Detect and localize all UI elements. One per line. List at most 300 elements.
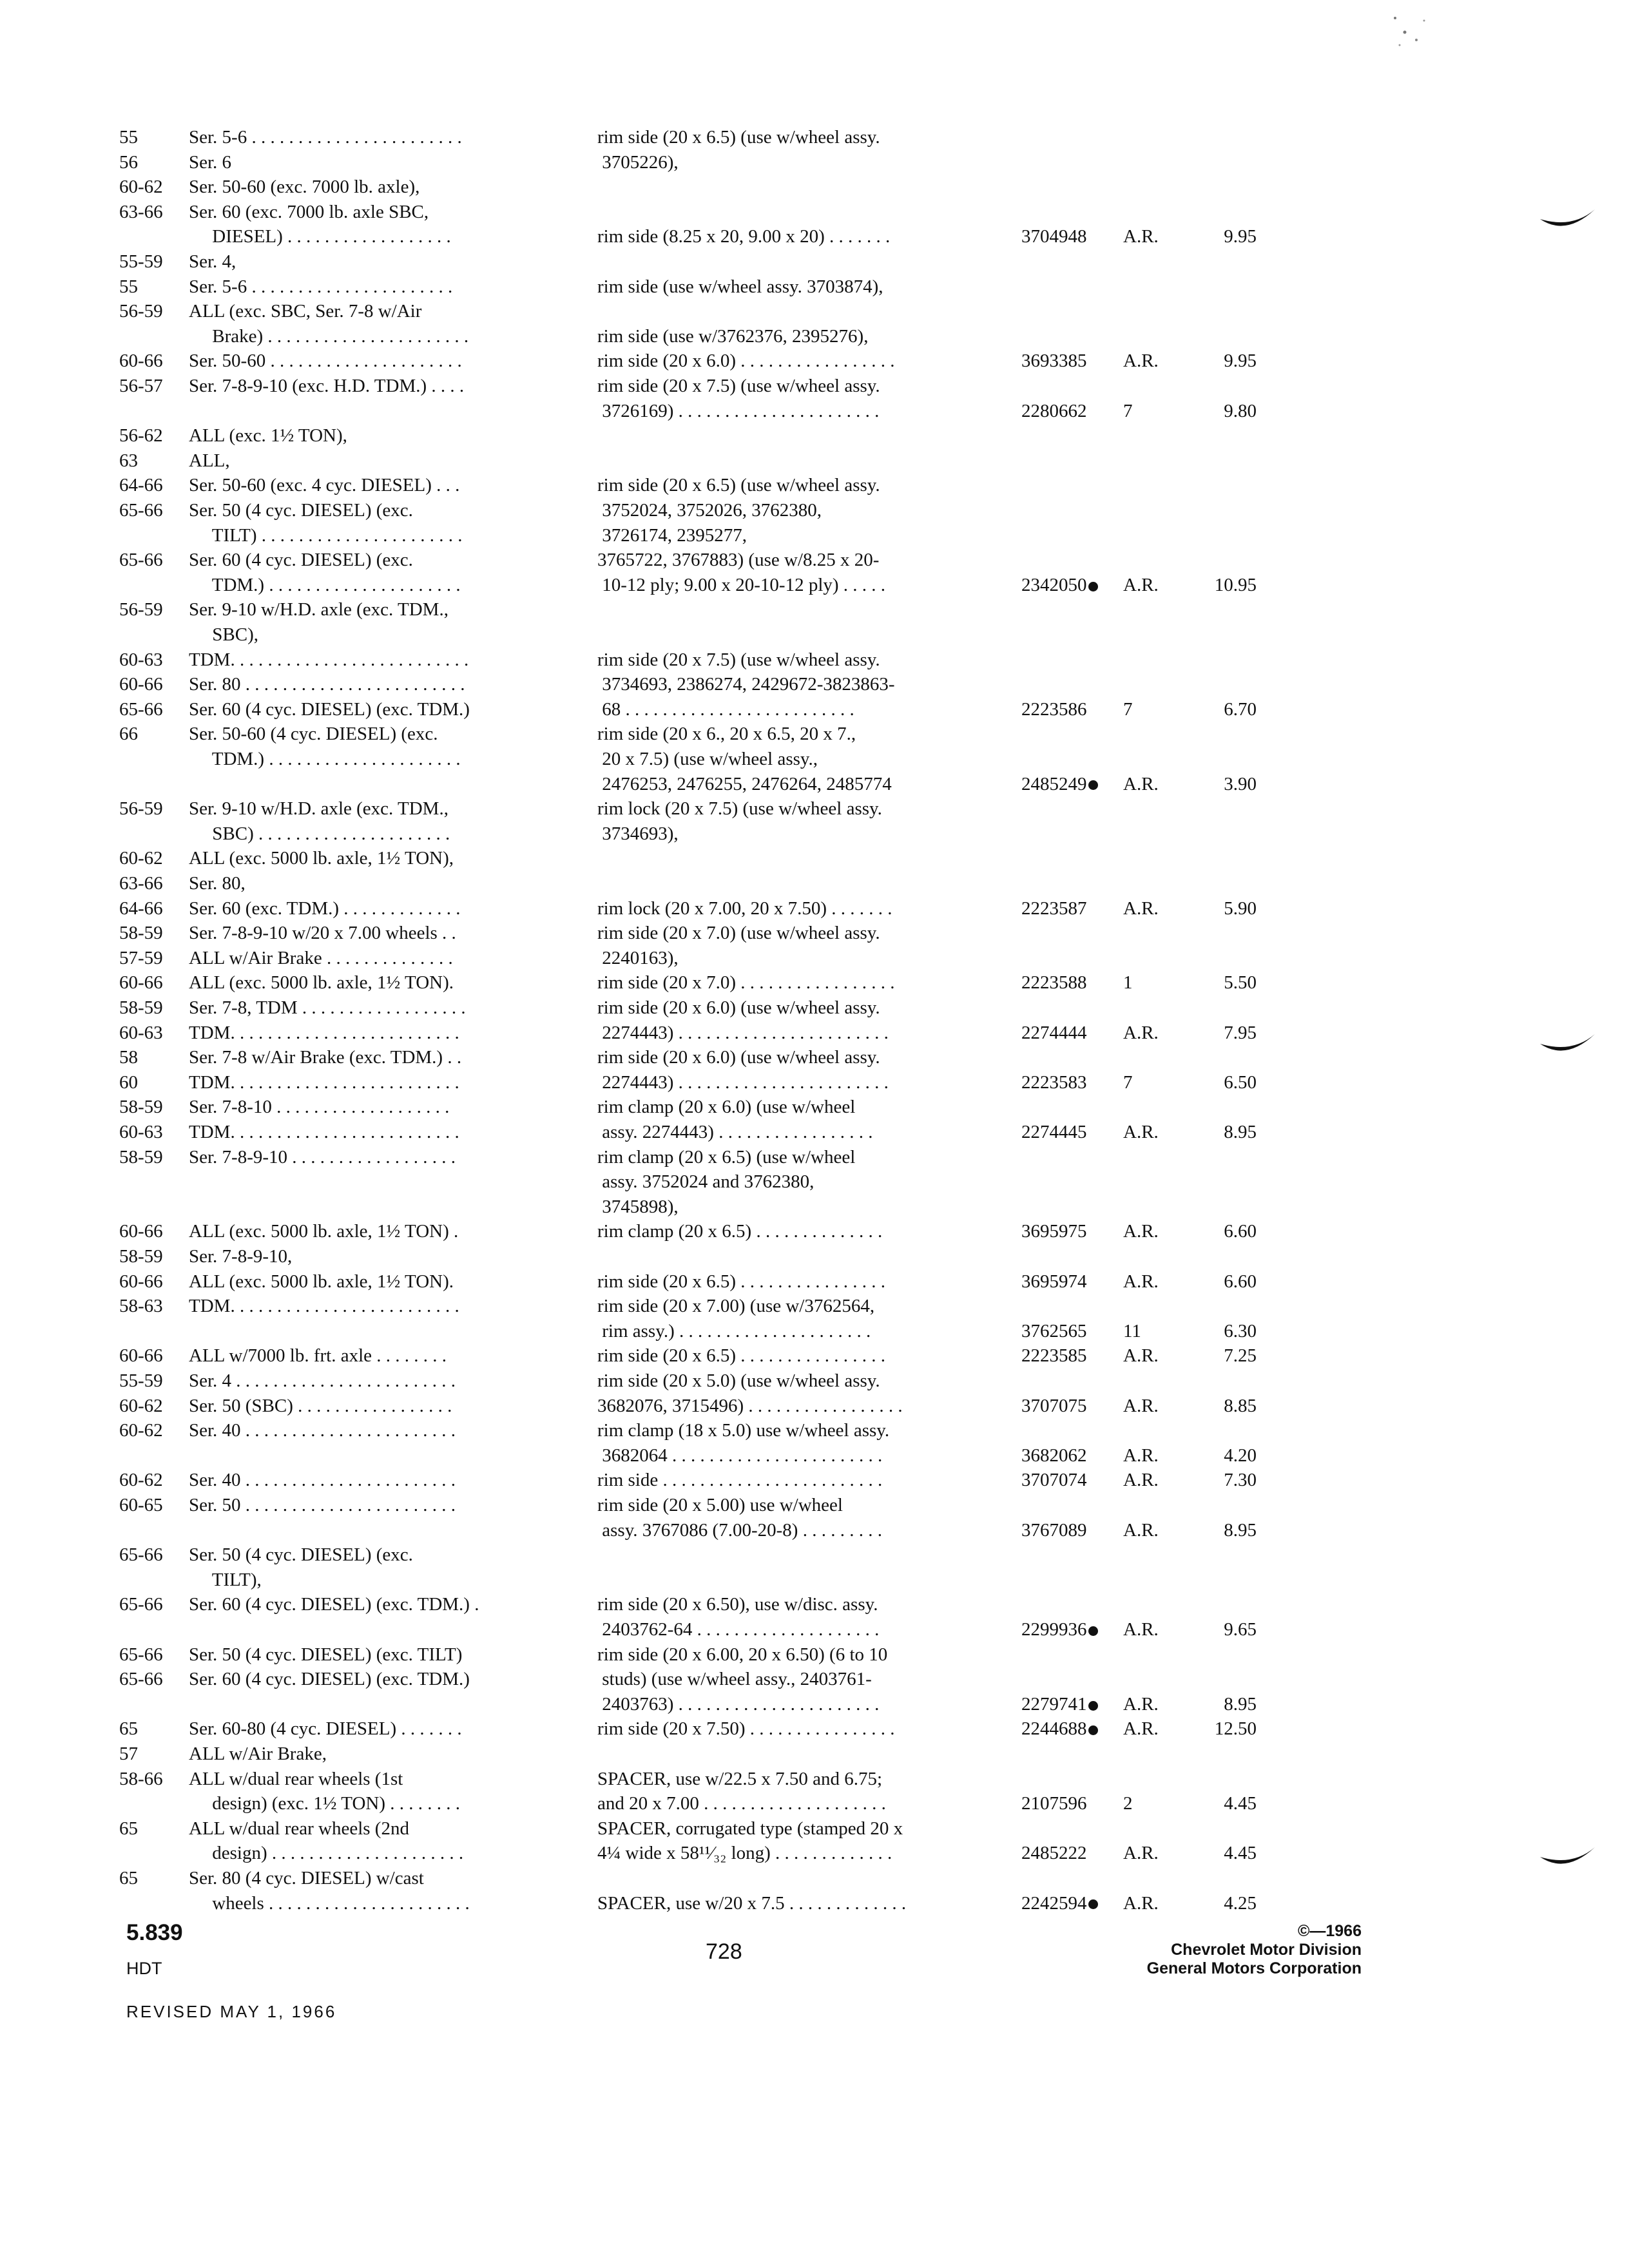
quantity: 11 bbox=[1123, 1320, 1141, 1341]
new-part-bullet-icon bbox=[1088, 582, 1098, 591]
price: 4.45 bbox=[1224, 1843, 1257, 1864]
model-year: 60-66 bbox=[119, 351, 163, 372]
catalog-line bbox=[0, 398, 1629, 424]
description: 2403763) . . . . . . . . . . . . . . . . . . . . . . bbox=[597, 1693, 880, 1715]
description: rim side (20 x 6.0) . . . . . . . . . . . . . . . . . bbox=[597, 351, 895, 372]
description: rim side (20 x 6.0) (use w/wheel assy. bbox=[597, 1047, 880, 1068]
quantity: A.R. bbox=[1123, 226, 1159, 247]
application: Ser. 50 (4 cyc. DIESEL) (exc. bbox=[189, 500, 413, 521]
model-year: 65-66 bbox=[119, 1669, 163, 1690]
application: Ser. 50 (4 cyc. DIESEL) (exc. TILT) bbox=[189, 1644, 463, 1665]
price: 4.20 bbox=[1224, 1445, 1257, 1466]
model-year: 60-66 bbox=[119, 1221, 163, 1242]
description: rim side (20 x 6.00, 20 x 6.50) (6 to 10 bbox=[597, 1644, 888, 1665]
description: rim side (8.25 x 20, 9.00 x 20) . . . . . . . bbox=[597, 226, 891, 247]
copyright-year: ©—1966 bbox=[1297, 1922, 1362, 1940]
price: 7.25 bbox=[1224, 1345, 1257, 1367]
application: Ser. 7-8-9-10 . . . . . . . . . . . . . . . . . . bbox=[189, 1146, 456, 1168]
application: Ser. 50 . . . . . . . . . . . . . . . . . . . . . . . bbox=[189, 1495, 456, 1515]
application: Ser. 50 (SBC) . . . . . . . . . . . . . . . . . bbox=[189, 1395, 452, 1416]
part-number: 3707075 bbox=[1021, 1395, 1087, 1416]
new-part-bullet-icon bbox=[1088, 1899, 1098, 1909]
description: 3726174, 2395277, bbox=[597, 524, 747, 546]
part-number: 2244688 bbox=[1021, 1716, 1098, 1742]
catalog-line bbox=[0, 1244, 1629, 1269]
application: Ser. 7-8-10 . . . . . . . . . . . . . . . . . . . bbox=[189, 1097, 450, 1118]
catalog-line bbox=[0, 497, 1629, 523]
catalog-line bbox=[0, 1890, 1629, 1916]
catalog-line bbox=[0, 1044, 1629, 1070]
model-year: 55-59 bbox=[119, 1370, 163, 1391]
price: 8.95 bbox=[1224, 1122, 1257, 1142]
application: ALL w/dual rear wheels (2nd bbox=[189, 1818, 409, 1839]
application: Ser. 7-8 w/Air Brake (exc. TDM.) . . bbox=[189, 1047, 462, 1068]
application: TDM. . . . . . . . . . . . . . . . . . . . . . . . . bbox=[189, 1296, 459, 1317]
price: 8.95 bbox=[1224, 1693, 1257, 1715]
part-number: 2274445 bbox=[1021, 1122, 1087, 1142]
quantity: A.R. bbox=[1123, 1470, 1159, 1491]
description: 3705226), bbox=[597, 151, 679, 173]
catalog-line bbox=[0, 423, 1629, 448]
part-number: 2280662 bbox=[1021, 400, 1087, 421]
catalog-line bbox=[0, 1094, 1629, 1120]
publisher-corporation: General Motors Corporation bbox=[1146, 1959, 1362, 1977]
model-year: 65-66 bbox=[119, 698, 163, 720]
description: 2274443) . . . . . . . . . . . . . . . . . . . . . . . bbox=[597, 1072, 889, 1093]
price: 6.60 bbox=[1224, 1221, 1257, 1242]
quantity: A.R. bbox=[1123, 574, 1159, 595]
model-year: 55 bbox=[119, 127, 138, 148]
description: rim side (20 x 6.5) . . . . . . . . . . . . . . . . bbox=[597, 1271, 886, 1292]
description: rim side (20 x 6.50), use w/disc. assy. bbox=[597, 1594, 878, 1615]
application: Ser. 50-60 (exc. 4 cyc. DIESEL) . . . bbox=[189, 475, 460, 496]
quantity: A.R. bbox=[1123, 1718, 1159, 1740]
model-year: 58-59 bbox=[119, 1097, 163, 1118]
application: ALL w/Air Brake, bbox=[189, 1744, 327, 1764]
quantity: A.R. bbox=[1123, 1271, 1159, 1292]
price: 8.95 bbox=[1224, 1519, 1257, 1541]
model-year: 60-62 bbox=[119, 1420, 163, 1441]
model-year: 56-59 bbox=[119, 599, 163, 620]
new-part-bullet-icon bbox=[1088, 1725, 1098, 1735]
application: Ser. 50-60 (exc. 7000 lb. axle), bbox=[189, 177, 420, 198]
catalog-line bbox=[0, 845, 1629, 871]
description: rim side (20 x 7.50) . . . . . . . . . . . . . . . . bbox=[597, 1718, 895, 1740]
revision-date: REVISED MAY 1, 1966 bbox=[126, 2002, 337, 2021]
description: 3682076, 3715496) . . . . . . . . . . . . . . . . . bbox=[597, 1395, 903, 1416]
catalog-line bbox=[0, 1865, 1629, 1891]
model-year: 65-66 bbox=[119, 1544, 163, 1566]
quantity: A.R. bbox=[1123, 1892, 1159, 1914]
catalog-line bbox=[0, 1741, 1629, 1767]
model-year: 55 bbox=[119, 276, 138, 297]
description: rim side (20 x 7.5) (use w/wheel assy. bbox=[597, 376, 880, 396]
model-year: 56 bbox=[119, 151, 138, 173]
catalog-line bbox=[0, 298, 1629, 324]
model-year: 65 bbox=[119, 1868, 138, 1888]
model-year: 56-59 bbox=[119, 301, 163, 322]
application: ALL w/Air Brake . . . . . . . . . . . . . . bbox=[189, 947, 453, 968]
model-year: 60-66 bbox=[119, 1271, 163, 1292]
part-number: 2223588 bbox=[1021, 972, 1087, 994]
quantity: A.R. bbox=[1123, 1345, 1159, 1367]
catalog-line bbox=[0, 1791, 1629, 1816]
catalog-line bbox=[0, 1119, 1629, 1145]
catalog-line bbox=[0, 1020, 1629, 1046]
description: 3752024, 3752026, 3762380, bbox=[597, 500, 822, 521]
catalog-line bbox=[0, 1492, 1629, 1518]
application: ALL (exc. 1½ TON), bbox=[189, 425, 347, 447]
model-year: 60-63 bbox=[119, 1022, 163, 1043]
publisher-division: Chevrolet Motor Division bbox=[1171, 1941, 1362, 1959]
catalog-line bbox=[0, 771, 1629, 797]
catalog-line bbox=[0, 1517, 1629, 1543]
price: 10.95 bbox=[1214, 574, 1257, 595]
quantity: A.R. bbox=[1123, 1619, 1159, 1640]
description: 3734693), bbox=[597, 823, 679, 844]
description: rim side (20 x 5.00) use w/wheel bbox=[597, 1495, 843, 1515]
application: Ser. 4 . . . . . . . . . . . . . . . . . . . . . . . . bbox=[189, 1370, 456, 1391]
application: TDM. . . . . . . . . . . . . . . . . . . . . . . . . bbox=[189, 1122, 459, 1142]
catalog-line bbox=[0, 1293, 1629, 1319]
description: rim assy.) . . . . . . . . . . . . . . . . . . . . . bbox=[597, 1320, 871, 1341]
application: Brake) . . . . . . . . . . . . . . . . . . . . . . bbox=[189, 325, 469, 347]
application: Ser. 9-10 w/H.D. axle (exc. TDM., bbox=[189, 599, 448, 620]
price: 7.95 bbox=[1224, 1022, 1257, 1043]
catalog-line bbox=[0, 896, 1629, 921]
part-number: 2223586 bbox=[1021, 698, 1087, 720]
catalog-line bbox=[0, 323, 1629, 349]
application: Ser. 5-6 . . . . . . . . . . . . . . . . . . . . . . bbox=[189, 276, 453, 297]
application: design) . . . . . . . . . . . . . . . . . . . . . bbox=[189, 1843, 464, 1864]
part-number: 2279741 bbox=[1021, 1691, 1098, 1717]
application: Ser. 6 bbox=[189, 151, 232, 173]
application: TDM. . . . . . . . . . . . . . . . . . . . . . . . . bbox=[189, 1072, 459, 1093]
binder-hole-mark-top bbox=[1537, 203, 1598, 242]
description: studs) (use w/wheel assy., 2403761- bbox=[597, 1669, 872, 1690]
part-number: 3695975 bbox=[1021, 1221, 1087, 1242]
part-number: 2342050 bbox=[1021, 572, 1098, 598]
catalog-line bbox=[0, 1443, 1629, 1468]
description: 10-12 ply; 9.00 x 20-10-12 ply) . . . . . bbox=[597, 574, 886, 595]
part-number: 2242594 bbox=[1021, 1890, 1098, 1916]
part-number: 3762565 bbox=[1021, 1320, 1087, 1341]
new-part-bullet-icon bbox=[1088, 780, 1098, 790]
description: 20 x 7.5) (use w/wheel assy., bbox=[597, 749, 818, 769]
application: TILT), bbox=[189, 1569, 262, 1590]
quantity: 7 bbox=[1123, 1072, 1133, 1093]
application: TDM. . . . . . . . . . . . . . . . . . . . . . . . . . bbox=[189, 649, 469, 670]
model-year: 58 bbox=[119, 1047, 138, 1068]
application: Ser. 7-8, TDM . . . . . . . . . . . . . . . . . . bbox=[189, 997, 466, 1018]
application: Ser. 80, bbox=[189, 873, 246, 894]
catalog-line bbox=[0, 274, 1629, 300]
application: Ser. 60 (4 cyc. DIESEL) (exc. TDM.) bbox=[189, 698, 470, 720]
quantity: 7 bbox=[1123, 400, 1133, 421]
catalog-line bbox=[0, 448, 1629, 474]
price: 8.85 bbox=[1224, 1395, 1257, 1416]
application: TDM. . . . . . . . . . . . . . . . . . . . . . . . . bbox=[189, 1022, 459, 1043]
application: ALL (exc. 5000 lb. axle, 1½ TON), bbox=[189, 848, 454, 869]
catalog-line bbox=[0, 1194, 1629, 1220]
price: 9.95 bbox=[1224, 351, 1257, 372]
model-year: 55-59 bbox=[119, 251, 163, 272]
description: SPACER, use w/20 x 7.5 . . . . . . . . . . . . . bbox=[597, 1892, 907, 1914]
model-year: 56-57 bbox=[119, 376, 163, 396]
catalog-line bbox=[0, 348, 1629, 374]
quantity: A.R. bbox=[1123, 1519, 1159, 1541]
part-number: 2485222 bbox=[1021, 1843, 1087, 1864]
application: ALL w/dual rear wheels (1st bbox=[189, 1768, 403, 1789]
catalog-line bbox=[0, 1169, 1629, 1195]
part-number: 3767089 bbox=[1021, 1519, 1087, 1541]
application: Ser. 7-8-9-10, bbox=[189, 1246, 293, 1267]
description: rim side . . . . . . . . . . . . . . . . . . . . . . . . bbox=[597, 1470, 883, 1491]
application: Ser. 5-6 . . . . . . . . . . . . . . . . . . . . . . . bbox=[189, 127, 462, 148]
part-number: 3693385 bbox=[1021, 351, 1087, 372]
catalog-line bbox=[0, 572, 1629, 598]
catalog-line bbox=[0, 821, 1629, 847]
catalog-line bbox=[0, 647, 1629, 673]
catalog-line bbox=[0, 1070, 1629, 1095]
model-year: 58-66 bbox=[119, 1768, 163, 1789]
quantity: 7 bbox=[1123, 698, 1133, 720]
description: rim side (20 x 6., 20 x 6.5, 20 x 7., bbox=[597, 724, 856, 745]
quantity: A.R. bbox=[1123, 898, 1159, 919]
part-number: 2223587 bbox=[1021, 898, 1087, 919]
model-year: 65 bbox=[119, 1718, 138, 1740]
application: Ser. 7-8-9-10 (exc. H.D. TDM.) . . . . bbox=[189, 376, 465, 396]
description: 3726169) . . . . . . . . . . . . . . . . . . . . . . bbox=[597, 400, 880, 421]
description: rim clamp (20 x 6.0) (use w/wheel bbox=[597, 1097, 856, 1118]
price: 6.50 bbox=[1224, 1072, 1257, 1093]
part-number: 2274444 bbox=[1021, 1022, 1087, 1043]
price: 9.80 bbox=[1224, 400, 1257, 421]
model-year: 58-59 bbox=[119, 1246, 163, 1267]
catalog-line bbox=[0, 1269, 1629, 1294]
application: design) (exc. 1½ TON) . . . . . . . . bbox=[189, 1793, 460, 1814]
catalog-line bbox=[0, 1716, 1629, 1742]
description: 4¼ wide x 58¹¹⁄₃₂ long) . . . . . . . . . . . . . bbox=[597, 1843, 892, 1864]
model-year: 60-62 bbox=[119, 848, 163, 869]
description: 2240163), bbox=[597, 947, 679, 968]
price: 7.30 bbox=[1224, 1470, 1257, 1491]
description: rim side (20 x 6.5) (use w/wheel assy. bbox=[597, 127, 880, 148]
quantity: A.R. bbox=[1123, 1122, 1159, 1142]
model-year: 64-66 bbox=[119, 475, 163, 496]
page-number: 728 bbox=[706, 1939, 742, 1964]
application: Ser. 60 (exc. TDM.) . . . . . . . . . . . . . bbox=[189, 898, 461, 919]
scan-speckle bbox=[1385, 13, 1431, 52]
model-year: 65-66 bbox=[119, 550, 163, 571]
catalog-line bbox=[0, 249, 1629, 274]
description: rim clamp (18 x 5.0) use w/wheel assy. bbox=[597, 1420, 890, 1441]
application: Ser. 80 . . . . . . . . . . . . . . . . . . . . . . . . bbox=[189, 674, 465, 695]
application: Ser. 60 (4 cyc. DIESEL) (exc. bbox=[189, 550, 413, 571]
model-year: 65-66 bbox=[119, 1594, 163, 1615]
description: 68 . . . . . . . . . . . . . . . . . . . . . . . . . bbox=[597, 698, 854, 720]
application: ALL (exc. 5000 lb. axle, 1½ TON). bbox=[189, 972, 454, 994]
description: 3745898), bbox=[597, 1196, 679, 1217]
application: SBC) . . . . . . . . . . . . . . . . . . . . . bbox=[189, 823, 450, 844]
description: rim side (20 x 6.0) (use w/wheel assy. bbox=[597, 997, 880, 1018]
model-year: 58-63 bbox=[119, 1296, 163, 1317]
description: 3734693, 2386274, 2429672-3823863- bbox=[597, 674, 895, 695]
description: rim side (use w/3762376, 2395276), bbox=[597, 325, 869, 347]
part-number: 2107596 bbox=[1021, 1793, 1087, 1814]
application: Ser. 60 (4 cyc. DIESEL) (exc. TDM.) bbox=[189, 1669, 470, 1690]
catalog-line bbox=[0, 746, 1629, 772]
description: rim side (20 x 7.5) (use w/wheel assy. bbox=[597, 649, 880, 670]
model-year: 60-62 bbox=[119, 1470, 163, 1491]
application: ALL (exc. SBC, Ser. 7-8 w/Air bbox=[189, 301, 422, 322]
catalog-line bbox=[0, 1816, 1629, 1841]
model-year: 63-66 bbox=[119, 873, 163, 894]
model-year: 56-62 bbox=[119, 425, 163, 447]
catalog-line bbox=[0, 870, 1629, 896]
section-code: HDT bbox=[126, 1959, 162, 1978]
description: SPACER, corrugated type (stamped 20 x bbox=[597, 1818, 903, 1839]
part-number: 2223585 bbox=[1021, 1345, 1087, 1367]
application: Ser. 50-60 (4 cyc. DIESEL) (exc. bbox=[189, 724, 438, 745]
quantity: A.R. bbox=[1123, 1221, 1159, 1242]
part-number: 3682062 bbox=[1021, 1445, 1087, 1466]
catalog-line bbox=[0, 1666, 1629, 1692]
model-year: 57 bbox=[119, 1744, 138, 1764]
quantity: A.R. bbox=[1123, 1843, 1159, 1864]
description: rim side (use w/wheel assy. 3703874), bbox=[597, 276, 883, 297]
catalog-line bbox=[0, 1467, 1629, 1493]
description: 2476253, 2476255, 2476264, 2485774 bbox=[597, 773, 892, 794]
description: 3682064 . . . . . . . . . . . . . . . . . . . . . . . bbox=[597, 1445, 883, 1466]
model-year: 60-62 bbox=[119, 1395, 163, 1416]
description: 2274443) . . . . . . . . . . . . . . . . . . . . . . . bbox=[597, 1022, 889, 1043]
catalog-line bbox=[0, 199, 1629, 225]
price: 6.30 bbox=[1224, 1320, 1257, 1341]
catalog-line bbox=[0, 1343, 1629, 1369]
application: Ser. 60 (4 cyc. DIESEL) (exc. TDM.) . bbox=[189, 1594, 479, 1615]
application: Ser. 60-80 (4 cyc. DIESEL) . . . . . . . bbox=[189, 1718, 462, 1740]
quantity: 1 bbox=[1123, 972, 1133, 994]
description: rim side (20 x 6.5) (use w/wheel assy. bbox=[597, 475, 880, 496]
part-number: 2223583 bbox=[1021, 1072, 1087, 1093]
application: DIESEL) . . . . . . . . . . . . . . . . . . bbox=[189, 226, 451, 247]
section-number: 5.839 bbox=[126, 1920, 183, 1945]
catalog-line bbox=[0, 945, 1629, 971]
description: rim side (20 x 5.0) (use w/wheel assy. bbox=[597, 1370, 880, 1391]
model-year: 58-59 bbox=[119, 1146, 163, 1168]
description: assy. 3752024 and 3762380, bbox=[597, 1171, 815, 1193]
price: 9.95 bbox=[1224, 226, 1257, 247]
model-year: 60 bbox=[119, 1072, 138, 1093]
application: Ser. 7-8-9-10 w/20 x 7.00 wheels . . bbox=[189, 923, 456, 944]
catalog-line bbox=[0, 995, 1629, 1021]
description: 2403762-64 . . . . . . . . . . . . . . . . . . . . bbox=[597, 1619, 880, 1640]
binder-hole-mark-middle bbox=[1537, 1028, 1598, 1066]
catalog-line bbox=[0, 124, 1629, 150]
price: 5.50 bbox=[1224, 972, 1257, 994]
catalog-line bbox=[0, 1591, 1629, 1617]
application: Ser. 50 (4 cyc. DIESEL) (exc. bbox=[189, 1544, 413, 1566]
catalog-line bbox=[0, 697, 1629, 722]
quantity: A.R. bbox=[1123, 773, 1159, 794]
application: ALL (exc. 5000 lb. axle, 1½ TON) . bbox=[189, 1221, 459, 1242]
part-number: 2299936 bbox=[1021, 1617, 1098, 1642]
catalog-line bbox=[0, 1318, 1629, 1344]
quantity: A.R. bbox=[1123, 1022, 1159, 1043]
application: ALL w/7000 lb. frt. axle . . . . . . . . bbox=[189, 1345, 447, 1367]
application: TDM.) . . . . . . . . . . . . . . . . . . . . . bbox=[189, 749, 461, 769]
description: rim side (20 x 7.00) (use w/3762564, bbox=[597, 1296, 875, 1317]
model-year: 60-66 bbox=[119, 1345, 163, 1367]
price: 12.50 bbox=[1214, 1718, 1257, 1740]
catalog-line bbox=[0, 970, 1629, 995]
catalog-line bbox=[0, 1691, 1629, 1717]
catalog-line bbox=[0, 622, 1629, 648]
catalog-line bbox=[0, 1567, 1629, 1593]
description: rim lock (20 x 7.00, 20 x 7.50) . . . . . . . bbox=[597, 898, 892, 919]
catalog-line bbox=[0, 174, 1629, 200]
catalog-line bbox=[0, 1542, 1629, 1568]
description: assy. 2274443) . . . . . . . . . . . . . . . . . bbox=[597, 1122, 873, 1142]
application: ALL, bbox=[189, 450, 230, 471]
model-year: 60-63 bbox=[119, 649, 163, 670]
price: 4.45 bbox=[1224, 1793, 1257, 1814]
description: rim clamp (20 x 6.5) . . . . . . . . . . . . . . bbox=[597, 1221, 883, 1242]
catalog-line bbox=[0, 1368, 1629, 1394]
description: 3765722, 3767883) (use w/8.25 x 20- bbox=[597, 550, 880, 571]
model-year: 65-66 bbox=[119, 1644, 163, 1665]
catalog-line bbox=[0, 597, 1629, 622]
application: Ser. 4, bbox=[189, 251, 236, 272]
price: 4.25 bbox=[1224, 1892, 1257, 1914]
model-year: 58-59 bbox=[119, 923, 163, 944]
new-part-bullet-icon bbox=[1088, 1626, 1098, 1636]
part-number: 3695974 bbox=[1021, 1271, 1087, 1292]
catalog-line bbox=[0, 224, 1629, 249]
description: and 20 x 7.00 . . . . . . . . . . . . . . . . . . . . bbox=[597, 1793, 886, 1814]
model-year: 65 bbox=[119, 1818, 138, 1839]
description: rim side (20 x 7.0) . . . . . . . . . . . . . . . . . bbox=[597, 972, 895, 994]
model-year: 64-66 bbox=[119, 898, 163, 919]
part-number: 3704948 bbox=[1021, 226, 1087, 247]
model-year: 60-66 bbox=[119, 972, 163, 994]
application: TILT) . . . . . . . . . . . . . . . . . . . . . . bbox=[189, 524, 463, 546]
model-year: 66 bbox=[119, 724, 138, 745]
binder-hole-mark-bottom bbox=[1537, 1841, 1598, 1879]
model-year: 60-65 bbox=[119, 1495, 163, 1515]
catalog-line bbox=[0, 472, 1629, 498]
catalog-line bbox=[0, 1144, 1629, 1170]
model-year: 63 bbox=[119, 450, 138, 471]
application: Ser. 50-60 . . . . . . . . . . . . . . . . . . . . . bbox=[189, 351, 462, 372]
catalog-line bbox=[0, 721, 1629, 747]
catalog-line bbox=[0, 920, 1629, 946]
quantity: A.R. bbox=[1123, 1445, 1159, 1466]
price: 5.90 bbox=[1224, 898, 1257, 919]
application: Ser. 40 . . . . . . . . . . . . . . . . . . . . . . . bbox=[189, 1470, 456, 1491]
catalog-line bbox=[0, 671, 1629, 697]
quantity: A.R. bbox=[1123, 1395, 1159, 1416]
model-year: 56-59 bbox=[119, 798, 163, 820]
part-number: 3707074 bbox=[1021, 1470, 1087, 1491]
catalog-line bbox=[0, 1840, 1629, 1866]
price: 6.70 bbox=[1224, 698, 1257, 720]
price: 6.60 bbox=[1224, 1271, 1257, 1292]
quantity: 2 bbox=[1123, 1793, 1133, 1814]
description: SPACER, use w/22.5 x 7.50 and 6.75; bbox=[597, 1768, 883, 1789]
description: rim lock (20 x 7.5) (use w/wheel assy. bbox=[597, 798, 882, 820]
